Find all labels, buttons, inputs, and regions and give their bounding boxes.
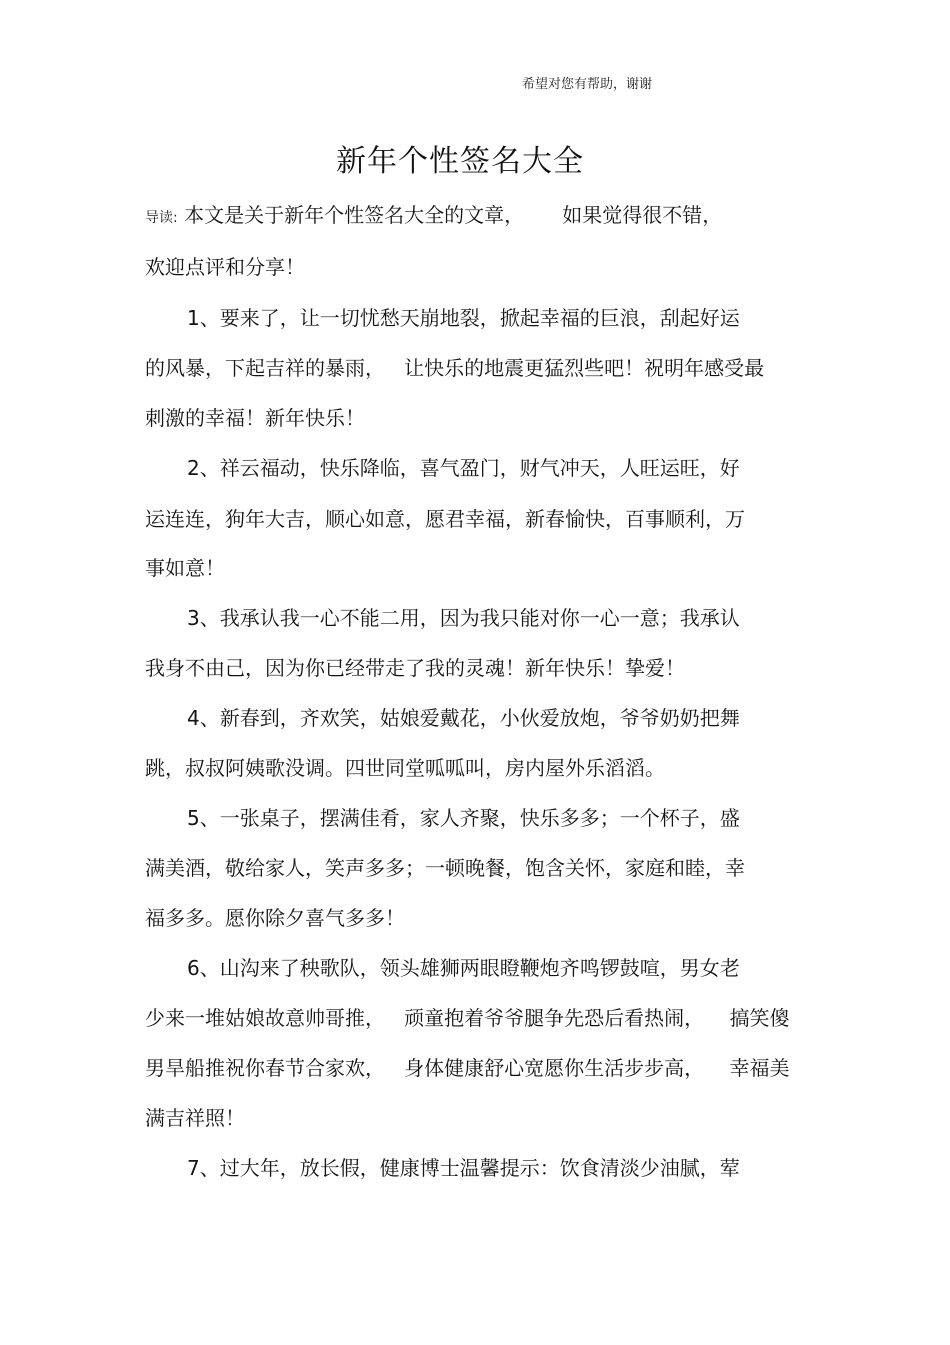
- paragraph-2-line-1: 2、祥云福动，快乐降临，喜气盈门，财气冲天，人旺运旺，好: [187, 456, 740, 480]
- paragraph-1-line-3: 刺激的幸福！新年快乐！: [145, 406, 365, 430]
- paragraph-6-line-3: 男旱船推祝你春节合家欢， 身体健康舒心宽愿你生活步步高， 幸福美: [145, 1056, 790, 1080]
- paragraph-5-line-2: 满美酒，敬给家人，笑声多多；一顿晚餐，饱含关怀，家庭和睦，幸: [145, 856, 745, 880]
- paragraph-2-line-3: 事如意！: [145, 556, 225, 580]
- paragraph-6-line-2: 少来一堆姑娘故意帅哥推， 顽童抱着爷爷腿争先恐后看热闹， 搞笑傻: [145, 1006, 790, 1030]
- paragraph-5-line-3: 福多多。愿你除夕喜气多多！: [145, 906, 405, 930]
- intro-label: 导读:: [145, 210, 178, 226]
- paragraph-3-line-1: 3、我承认我一心不能二用，因为我只能对你一心一意；我承认: [187, 606, 740, 630]
- paragraph-5-line-1: 5、一张桌子，摆满佳肴，家人齐聚，快乐多多；一个杯子，盛: [187, 806, 740, 830]
- paragraph-1-line-2: 的风暴，下起吉祥的暴雨， 让快乐的地震更猛烈些吧！祝明年感受最: [145, 356, 765, 380]
- paragraph-1-line-1: 1、要来了，让一切忧愁天崩地裂，掀起幸福的巨浪，刮起好运: [187, 306, 740, 330]
- intro-line-2: 欢迎点评和分享！: [145, 255, 305, 279]
- header-note: 希望对您有帮助，谢谢: [522, 77, 653, 92]
- intro-line-1: [145, 200, 722, 233]
- paragraph-4-line-1: 4、新春到，齐欢笑，姑娘爱戴花，小伙爱放炮，爷爷奶奶把舞: [187, 706, 740, 730]
- paragraph-6-line-1: 6、山沟来了秧歌队，领头雄狮两眼瞪鞭炮齐鸣锣鼓喧，男女老: [187, 956, 740, 980]
- document-title: 新年个性签名大全: [336, 144, 584, 179]
- paragraph-2-line-2: 运连连，狗年大吉，顺心如意，愿君幸福，新春愉快，百事顺利，万: [145, 507, 745, 531]
- paragraph-4-line-2: 跳，叔叔阿姨歌没调。四世同堂呱呱叫，房内屋外乐滔滔。: [145, 756, 665, 780]
- paragraph-6-line-4: 满吉祥照！: [145, 1106, 245, 1130]
- intro-text-1: 本文是关于新年个性签名大全的文章， 如果觉得很不错，: [177, 203, 723, 227]
- paragraph-7-line-1: 7、过大年，放长假，健康博士温馨提示：饮食清淡少油腻，荤: [187, 1156, 740, 1180]
- paragraph-3-line-2: 我身不由己，因为你已经带走了我的灵魂！新年快乐！挚爱！: [145, 656, 685, 680]
